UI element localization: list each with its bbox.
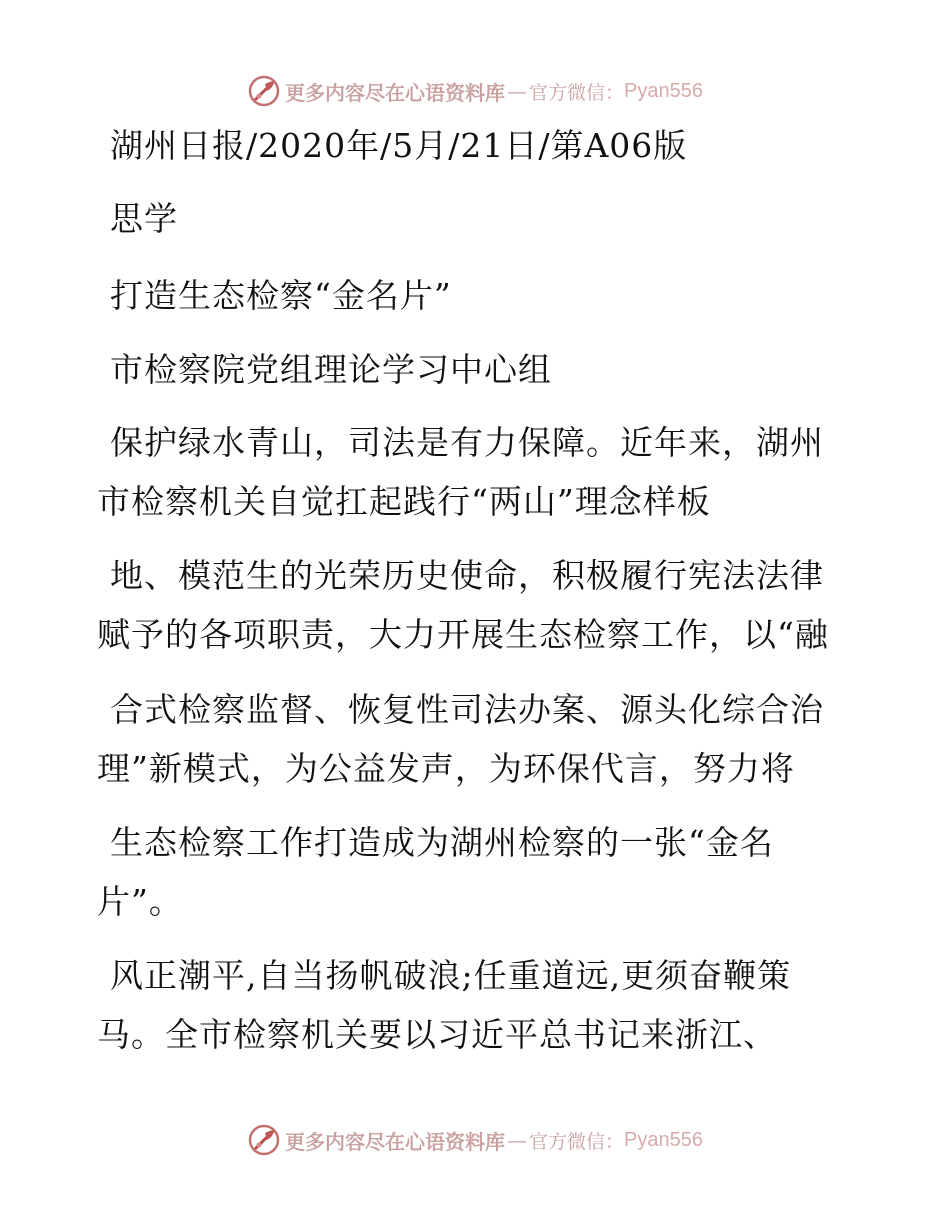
body-line: 市检察机关自觉扛起践行“两山”理念样板 <box>97 482 711 521</box>
watermark-text: 更多内容尽在心语资料库 <box>285 1129 505 1154</box>
footer-watermark <box>0 1120 950 1160</box>
body-line: 保护绿水青山，司法是有力保障。近年来，湖州 <box>110 423 824 462</box>
body-line: 生态检察工作打造成为湖州检察的一张“金名 <box>110 823 774 862</box>
body-line: 合式检察监督、恢复性司法办案、源头化综合治 <box>110 690 824 729</box>
body-line: 风正潮平,自当扬帆破浪;任重道远,更须奋鞭策 <box>110 956 792 995</box>
body-line: 片”。 <box>97 882 183 921</box>
article-title: 打造生态检察“金名片” <box>110 276 452 315</box>
column-name: 思学 <box>110 199 178 238</box>
body-line: 马。全市检察机关要以习近平总书记来浙江、 <box>97 1015 777 1054</box>
body-line: 地、模范生的光荣历史使命，积极履行宪法法律 <box>110 556 824 595</box>
watermark-dash: — <box>507 1128 527 1152</box>
body-line: 理”新模式，为公益发声，为环保代言，努力将 <box>97 749 795 788</box>
watermark-wechat-id: Pyan556 <box>624 1128 703 1151</box>
body-line: 赋予的各项职责，大力开展生态检察工作，以“融 <box>97 615 829 654</box>
watermark-text: 更多内容尽在心语资料库 <box>285 80 505 105</box>
watermark-wechat-id: Pyan556 <box>624 79 703 102</box>
source-line: 湖州日报/2020年/5月/21日/第A06版 <box>110 126 688 165</box>
article-author: 市检察院党组理论学习中心组 <box>110 350 552 389</box>
watermark-dash: — <box>507 79 527 103</box>
watermark-wechat-label: 官方微信： <box>529 1130 625 1153</box>
header-watermark <box>0 71 950 111</box>
watermark-wechat-label: 官方微信： <box>529 81 625 104</box>
quill-logo-icon <box>247 1123 281 1157</box>
quill-logo-icon <box>247 74 281 108</box>
